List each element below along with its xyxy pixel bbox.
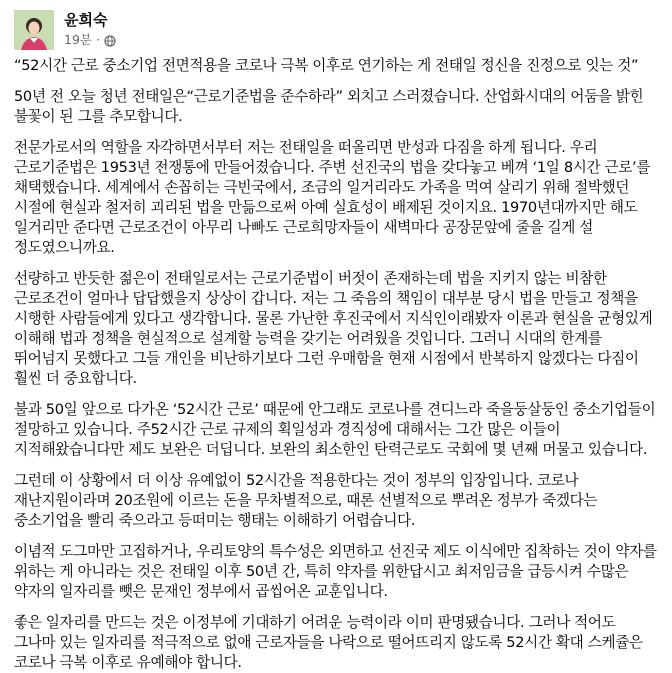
post-subline [64, 31, 116, 48]
post-header [14, 0, 658, 50]
author-avatar[interactable] [14, 10, 54, 50]
post-paragraph: 선량하고 반듯한 젊은이 전태일로서는 근로기준법이 버젓이 존재하는데 법을 지키지 않는 비참한 근로조건이 얼마나 답답했을지 상상이 갑니다. 저는 그 죽음의 책임이 대부분 당시 법을 만들고 정책을 시행한 사람들에게 있다고 생각합니다. 물론 가난한 후진국에서 지식인이래봤자 이론과 현실을 균형있게 이해해 법과 정책을 현실적으로 설계할 능력을 갖기는 어려웠을 것입니다. 그러니 시대의 한계를 뛰어넘지 못했다고 그들 개인을 비난하기보다 그런 우매함을 현재 시점에서 반복하지 않겠다는 다짐이 훨씬 더 중요합니다. [14, 270, 653, 387]
post-paragraph: “52시간 근로 중소기업 전면적용을 코로나 극복 이후로 연기하는 게 전태일 정신을 진정으로 잇는 것” [14, 57, 639, 74]
post-body [14, 56, 658, 673]
author-name[interactable]: 윤희숙 [64, 11, 108, 29]
post-meta [64, 10, 116, 48]
post-paragraph: 이념적 도그마만 고집하거나, 우리토양의 특수성은 외면하고 선진국 제도 이식에만 집착하는 것이 약자를 위하는 게 아니라는 것은 전태일 이후 50년 간, 특히 약자를 위한답시고 최저임금을 급등시켜 수많은 약자의 일자리를 뺏은 문재인 정부에서 곱씹어온 교훈입니다. [14, 543, 657, 600]
avatar-image [14, 10, 54, 50]
post-timestamp[interactable]: 19분 [64, 32, 92, 47]
post-paragraph: 전문가로서의 역할을 자각하면서부터 저는 전태일을 떠올리면 반성과 다짐을 하게 됩니다. 우리 근로기준법은 1953년 전쟁통에 만들어졌습니다. 주변 선진국의 법을 갖다놓고 베껴 ‘1일 8시간 근로’를 채택했습니다. 세계에서 손꼽히는 극빈국에서, 조금의 일거리라도 가족을 먹여 살리기 위해 절박했던 시절에 현실과 철저히 괴리된 법을 만듦으로써 아예 실효성이 배제된 것이지요. 1970년대까지만 해도 일거리만 준다면 근로조건이 아무리 나빠도 근로희망자들이 새벽마다 공장문앞에 줄을 길게 설 정도였으니까요. [14, 139, 651, 256]
post-paragraph: 50년 전 오늘 청년 전태일은“근로기준법을 준수하라” 외치고 스러졌습니다. 산업화시대의 어둠을 밝힌 불꽃이 된 그를 추모합니다. [14, 88, 644, 125]
separator-dot: · [95, 32, 100, 47]
post-paragraph: 그런데 이 상황에서 더 이상 유예없이 52시간을 적용한다는 것이 정부의 입장입니다. 코로나 재난지원이라며 20조원에 이르는 돈을 무차별적으로, 때론 선별적으로 뿌려온 정부가 죽겠다는 중소기업을 빨리 죽으라고 등떠미는 행태는 이해하기 어렵습니다. [14, 472, 598, 529]
post-paragraph: 좋은 일자리를 만드는 것은 이정부에 기대하기 어려운 능력이라 이미 판명됐습니다. 그러나 적어도 그나마 있는 일자리를 적극적으로 없애 근로자들을 나락으로 떨어뜨리지 않도록 52시간 확대 스케쥴은 코로나 극복 이후로 유예해야 합니다. [14, 614, 643, 671]
globe-icon[interactable] [104, 34, 116, 46]
post-paragraph: 불과 50일 앞으로 다가온 ‘52시간 근로’ 때문에 안그래도 코로나를 견디느라 죽을둥살둥인 중소기업들이 절망하고 있습니다. 주52시간 근로 규제의 획일성과 경직성에 대해서는 그간 많은 이들이 지적해왔습니다만 제도 보완은 더딥니다. 보완의 최소한인 탄력근로도 국회에 몇 년째 머물고 있습니다. [14, 401, 656, 458]
